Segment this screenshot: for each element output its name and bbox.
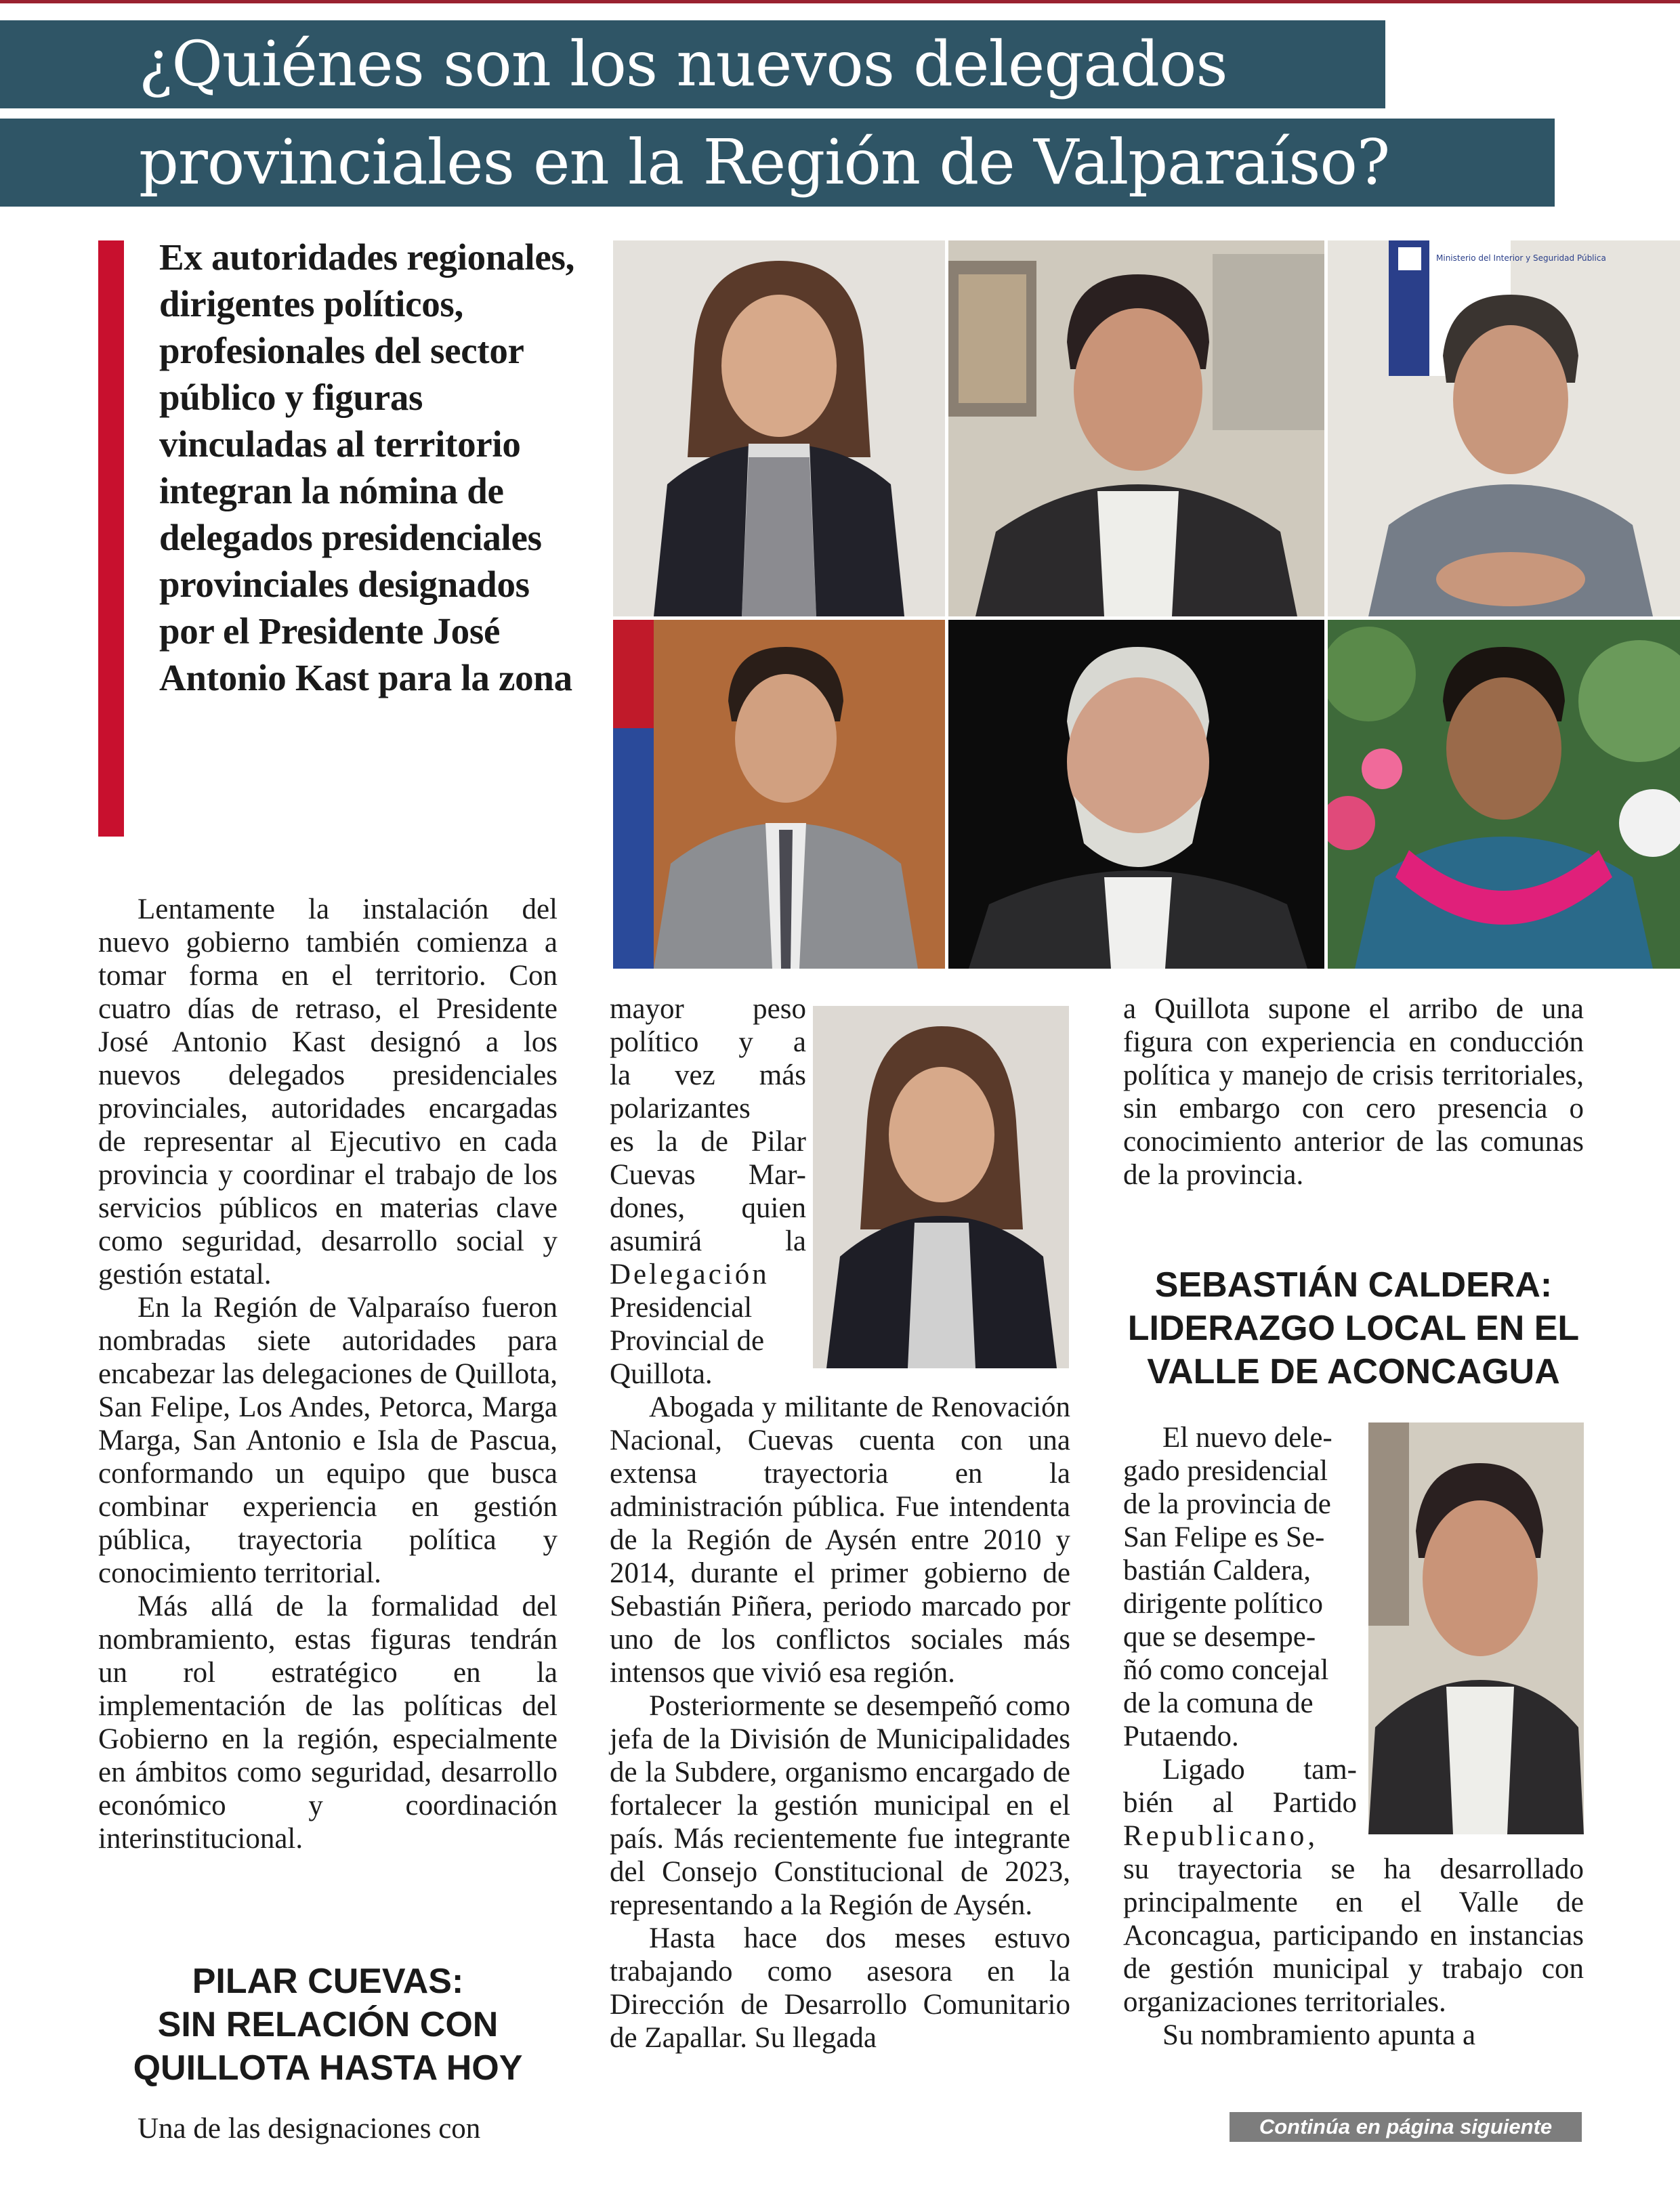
col3-paragraph-2-rest: su trayectoria se ha desarrollado principalmente en el Valle de Aconcagua, participando en instancias de gestión municipal y trabajo con organizaciones territoriales. [1123,1853,1584,2018]
subhead1-line-1: PILAR CUEVAS: [192,1962,464,2001]
subhead2-line-2: LIDERAZGO LOCAL EN EL [1127,1309,1580,1348]
col2-paragraph-1: Abogada y militante de Renovación Nacional, Cuevas cuenta con una extensa trayectoria en la administración pública. Fue intendenta de la Región de Aysén entre 2010 y 2014, durante el primer gobierno de Sebastián Piñera, periodo marcado por uno de los conflictos sociales más intensos que vivió esa región. [610,1391,1070,1689]
col3-line-6: dirigente político [1123,1588,1323,1620]
subhead-sebastian-caldera [1123,1263,1584,1393]
photo-delegate-6 [1328,620,1680,969]
deck: Ex autoridades regionales, dirigentes políticos, profesionales del sector público y figuras vinculadas al territorio integran la nómina de delegados presidenciales provinciales designados por el Presidente José Antonio Kast para la zona [159,236,575,698]
col2-line-8: asumirá la [610,1225,806,1257]
continued-tag: Continúa en página siguiente [1230,2112,1582,2142]
col3-line-11: Ligado tam- [1162,1754,1357,1786]
top-rule [0,0,1680,3]
subhead2-line-1: SEBASTIÁN CALDERA: [1154,1265,1553,1305]
col3-line-4: San Felipe es Se- [1123,1521,1325,1553]
photo-pilar-cuevas [613,240,945,616]
col3-line-5: bastián Caldera, [1123,1555,1311,1586]
col1-tail: Una de las designaciones con [138,2113,481,2145]
column-3 [1123,992,1584,1192]
photo-delegate-5 [948,620,1324,969]
headline-line-2: provinciales en la Región de Valparaíso? [0,119,1555,207]
col2-line-11: Provincial de [610,1325,765,1357]
col2-paragraph-2: Posteriormente se desempeñó como jefa de la División de Municipalidades de la Subdere, organismo encargado de fortalecer la gestión municipal en el país. Más recientemente fue integrante del Consejo Constitucional de 2023, representando a la Región de Aysén. [610,1690,1070,1921]
col2-line-7: dones, quien [610,1192,806,1224]
col2-intro-lines [610,992,806,1391]
photo-delegate-4 [613,620,945,969]
photo-grid [613,240,1680,969]
col3-line-10: Putaendo. [1123,1721,1239,1752]
col3-paragraph-0: a Quillota supone el arribo de una figura con experiencia en conducción política y manejo de crisis territoriales, sin embargo con cero presencia o conocimiento anterior de las comunas de la provincia. [1123,993,1584,1191]
col2-paragraph-3: Hasta hace dos meses estuvo trabajando como asesora en la Dirección de Desarrollo Comunitario de Zapallar. Su llegada [610,1922,1070,2054]
column-1 [98,893,558,1855]
subhead1-line-2: SIN RELACIÓN CON [157,2005,499,2044]
col1-paragraph-1: Lentamente la instalación del nuevo gobierno también comienza a tomar forma en el territorio. Con cuatro días de retraso, el Presidente José Antonio Kast designó a los nuevos delegados presidenciales provinciales, autoridades encargadas de representar al Ejecutivo en cada provincia y coordinar el trabajo de los servicios públicos en materias clave como seguridad, desarrollo social y gestión estatal. [98,893,558,1290]
col3-line-1: El nuevo dele- [1162,1422,1332,1454]
col3-line-13: Republicano, [1123,1820,1319,1852]
col3-wrap-lines [1123,1421,1357,1853]
photo-sebastian-caldera [948,240,1324,616]
col2-line-5: es la de Pilar [610,1126,806,1158]
ministry-sign-text: Ministerio del Interior y Seguridad Pública [1436,253,1606,263]
col2-line-6: Cuevas Mar- [610,1159,806,1191]
col3-paragraph-3: Su nombramiento apunta a [1162,2019,1476,2051]
col1-paragraph-3: Más allá de la formalidad del nombramiento, estas figuras tendrán un rol estratégico en la implementación de las políticas del Gobierno en la región, especialmente en ámbitos como seguridad, desarrollo económico y coordinación interinstitucional. [98,1590,558,1855]
photo-delegate-3 [1328,240,1680,616]
col3-line-8: ñó como concejal [1123,1654,1329,1686]
col2-line-2: político y a [610,1026,806,1058]
col2-line-12: Quillota. [610,1358,713,1390]
headline-line-1: ¿Quiénes son los nuevos delegados [0,20,1385,108]
inline-photo-pilar-cuevas [813,1006,1069,1368]
col3-line-9: de la comuna de [1123,1687,1314,1719]
deck-accent-bar [98,240,124,837]
col3-line-3: de la provincia de [1123,1488,1331,1520]
subhead2-line-3: VALLE DE ACONCAGUA [1147,1352,1560,1391]
col2-line-9: Delegación [610,1259,770,1290]
col2-line-3: la vez más [610,1059,806,1091]
col2-line-1: mayor peso [610,993,806,1025]
inline-photo-sebastian-caldera [1368,1422,1584,1834]
col2-line-10: Presidencial [610,1292,753,1324]
subhead1-line-3: QUILLOTA HASTA HOY [133,2048,523,2088]
col3-line-12: bién al Partido [1123,1787,1357,1819]
col3-line-7: que se desempe- [1123,1621,1316,1653]
col3-line-2: gado presidencial [1123,1455,1328,1487]
subhead-pilar-cuevas [98,1960,558,2090]
col1-paragraph-2: En la Región de Valparaíso fueron nombradas siete autoridades para encabezar las delegaciones de Quillota, San Felipe, Los Andes, Petorca, Marga Marga, San Antonio e Isla de Pascua, conformando un equipo que busca combinar experiencia en gestión pública, trayectoria política y conocimiento territorial. [98,1292,558,1589]
col2-line-4: polarizantes [610,1093,751,1124]
